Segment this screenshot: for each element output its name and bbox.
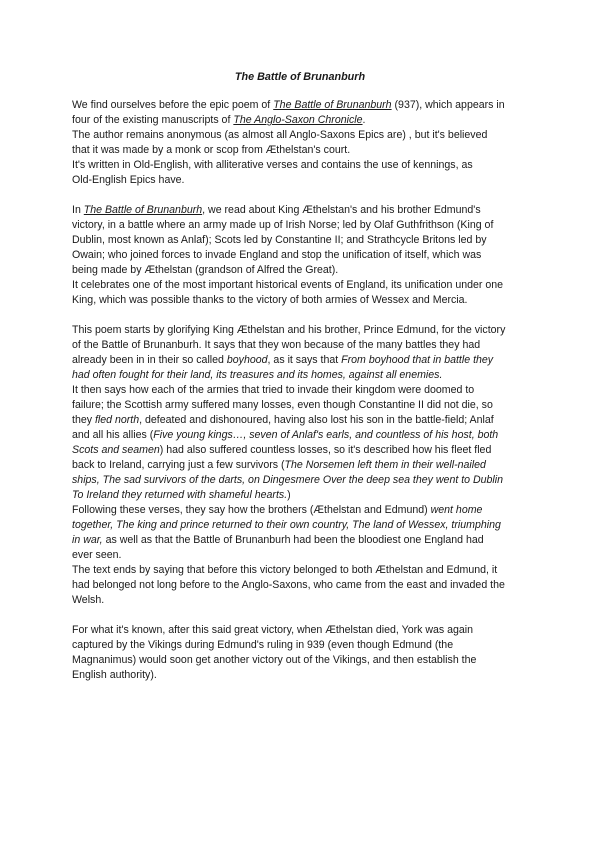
text-line: It's written in Old-English, with alliterative verses and contains the use of kennings, as — [72, 159, 473, 171]
text-run: (937), which appears in — [391, 99, 505, 111]
text-line: of the Battle of Brunanburh. It says that they won because of the many battles they had — [72, 339, 481, 351]
text-line: ever seen. — [72, 549, 122, 561]
paragraph-aftermath — [72, 623, 534, 683]
text-line: victory, in a battle where an army made up of Irish Norse; led by Olaf Guthfrithson (King of — [72, 219, 494, 231]
text-run: and all his allies ( — [72, 429, 154, 441]
quote-line: ships, The sad survivors of the darts, on Dingesmere Over the deep sea they went to Dublin — [72, 474, 504, 486]
text-line: captured by the Vikings during Edmund's ruling in 939 (even though Edmund (the — [72, 639, 454, 651]
text-run: as well as that the Battle of Brunanburh had been the bloodiest one England had — [102, 534, 484, 546]
text-line — [72, 113, 534, 128]
text-line: It then says how each of the armies that tried to invade their kingdom were doomed to — [72, 384, 475, 396]
text-line — [72, 428, 534, 443]
quote-run: went home — [430, 504, 483, 516]
work-title-reference: The Anglo-Saxon Chronicle — [233, 114, 363, 126]
text-run: four of the existing manuscripts of — [72, 114, 234, 126]
text-run: , as it says that — [267, 354, 342, 366]
text-run: they — [72, 414, 95, 426]
text-line: that it was made by a monk or scop from Æthelstan's court. — [72, 144, 351, 156]
text-run: , we read about King Æthelstan's and his brother Edmund's — [202, 204, 481, 216]
text-run: ) — [287, 489, 291, 501]
text-line — [72, 413, 534, 428]
text-line: King, which was possible thanks to the victory of both armies of Wessex and Mercia. — [72, 294, 468, 306]
quote-run: From boyhood that in battle they — [341, 354, 494, 366]
quote-run: boyhood — [226, 354, 268, 366]
text-line: Dublin, most known as Anlaf); Scots led by Constantine II; and Strathcycle Britons led by — [72, 234, 487, 246]
text-run: ) had also suffered countless losses, so it's described how his fleet fled — [159, 444, 492, 456]
text-line — [72, 533, 534, 548]
text-line: This poem starts by glorifying King Æthelstan and his brother, Prince Edmund, for the victory — [72, 324, 506, 336]
text-line: The author remains anonymous (as almost all Anglo-Saxons Epics are) , but it's believed — [72, 129, 488, 141]
work-title-reference: The Battle of Brunanburh — [273, 99, 392, 111]
text-line: Welsh. — [72, 594, 105, 606]
text-run: , defeated and dishonoured, having also lost his son in the battle-field; Anlaf — [139, 414, 494, 426]
text-line: failure; the Scottish army suffered many losses, even though Constantine II did not die, so — [72, 399, 493, 411]
text-line: had belonged not long before to the Anglo-Saxons, who came from the east and invaded the — [72, 579, 505, 591]
text-line — [72, 353, 534, 368]
text-line — [72, 488, 534, 503]
text-line: being made by Æthelstan (grandson of Alfred the Great). — [72, 264, 339, 276]
text-run: already been in in their so called — [72, 354, 227, 366]
text-line: English authority). — [72, 669, 157, 681]
text-line: Magnanimus) would soon get another victory out of the Vikings, and then establish the — [72, 654, 477, 666]
work-title-reference: The Battle of Brunanburh — [83, 204, 203, 216]
text-line — [72, 98, 534, 113]
text-line: For what it's known, after this said great victory, when Æthelstan died, York was again — [72, 624, 474, 636]
quote-run: Scots and seamen — [72, 444, 160, 456]
text-line — [72, 458, 534, 473]
text-line: The text ends by saying that before this victory belonged to both Æthelstan and Edmund, it — [72, 564, 498, 576]
text-run: We find ourselves before the epic poem of — [72, 99, 274, 111]
text-line — [72, 203, 534, 218]
text-run: . — [362, 114, 366, 126]
document-body — [72, 98, 534, 698]
text-line: It celebrates one of the most important historical events of England, its unification under one — [72, 279, 504, 291]
quote-line: had often fought for their land, its treasures and its homes, against all enemies. — [72, 369, 443, 381]
text-run: back to Ireland, carrying just a few survivors ( — [72, 459, 285, 471]
text-run: Following these verses, they say how the brothers (Æthelstan and Edmund) — [72, 504, 431, 516]
paragraph-context — [72, 203, 534, 308]
text-line: Owain; who joined forces to invade England and stop the unification of itself, which was — [72, 249, 482, 261]
document-title: The Battle of Brunanburh — [234, 71, 366, 83]
quote-run: fled north — [94, 414, 140, 426]
paragraph-summary — [72, 323, 534, 608]
quote-line: together, The king and prince returned to their own country, The land of Wessex, triumphing — [72, 519, 501, 531]
paragraph-introduction — [72, 98, 534, 188]
quote-run: in war, — [72, 534, 103, 546]
text-line: Old-English Epics have. — [72, 174, 185, 186]
text-run: In — [72, 204, 84, 216]
quote-run: Five young kings…, seven of Anlaf's earls, and countless of his host, both — [153, 429, 499, 441]
text-line — [72, 503, 534, 518]
quote-run: To Ireland they returned with shameful hearts. — [72, 489, 288, 501]
quote-run: The Norsemen left them in their well-nailed — [284, 459, 486, 471]
text-line — [72, 443, 534, 458]
